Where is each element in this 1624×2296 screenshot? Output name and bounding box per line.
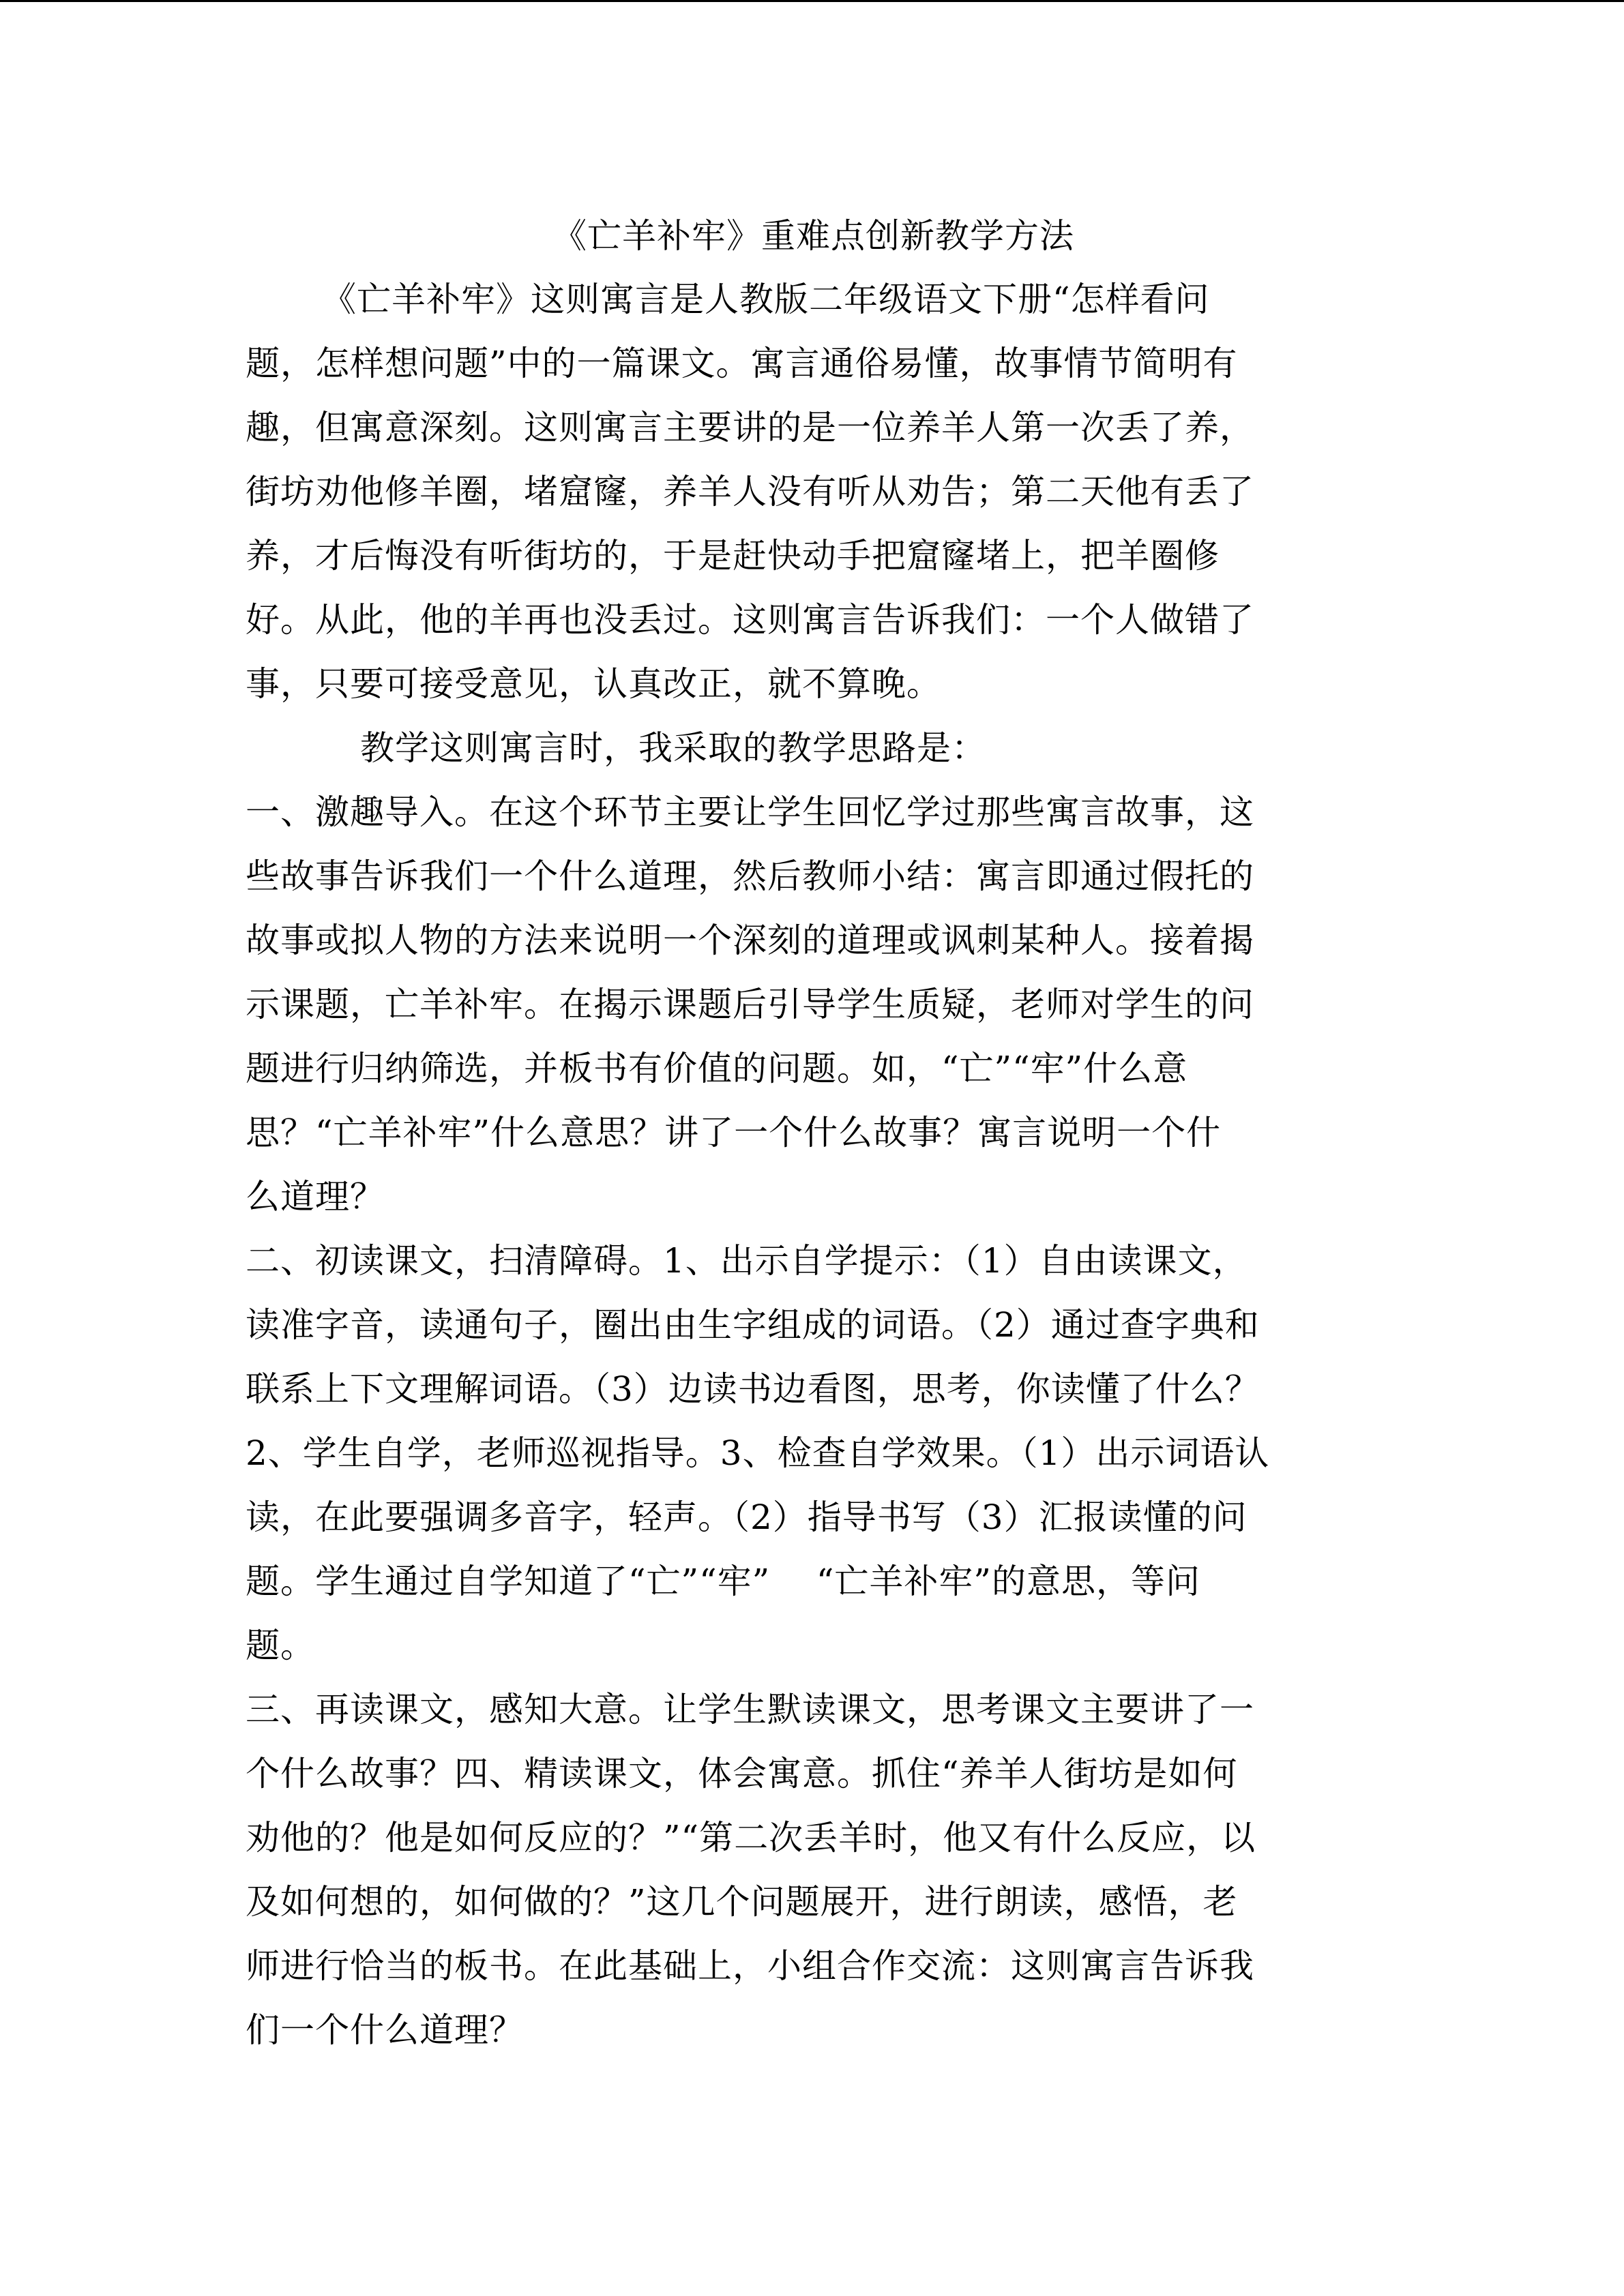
- text-line: 题，怎样想问题”中的一篇课文。寓言通俗易懂，故事情节简明有: [246, 344, 1238, 383]
- text-line: 读，在此要强调多音字，轻声。（2）指导书写（3）汇报读懂的问: [246, 1497, 1247, 1537]
- text-line: 《亡羊补牢》这则寓言是人教版二年级语文下册“怎样看问: [322, 280, 1210, 319]
- text-line: 及如何想的，如何做的？”这几个问题展开，进行朗读，感悟，老: [246, 1882, 1238, 1922]
- text-line: 2、学生自学，老师巡视指导。3、检查自学效果。（1）出示词语认: [246, 1433, 1270, 1473]
- text-line: 读准字音，读通句子，圈出由生字组成的词语。（2）通过查字典和: [246, 1305, 1260, 1345]
- text-line: 联系上下文理解词语。（3）边读书边看图，思考，你读懂了什么？: [246, 1369, 1260, 1409]
- text-line: 题。: [246, 1626, 315, 1665]
- text-line: 教学这则寓言时，我采取的教学思路是：: [360, 728, 986, 768]
- text-line: 三、再读课文，感知大意。让学生默读课文，思考课文主要讲了一: [246, 1690, 1254, 1729]
- text-line: 些故事告诉我们一个什么道理，然后教师小结：寓言即通过假托的: [246, 856, 1254, 896]
- text-line: 劝他的？他是如何反应的？”“第二次丢羊时，他又有什么反应，以: [246, 1818, 1256, 1858]
- document-title: 《亡羊补牢》重难点创新教学方法: [552, 216, 1074, 256]
- text-line: 个什么故事？四、精读课文，体会寓意。抓住“养羊人街坊是如何: [246, 1754, 1238, 1793]
- text-line: 养，才后悔没有听街坊的，于是赶快动手把窟窿堵上，把羊圈修: [246, 536, 1220, 576]
- text-line: 题。学生通过自学知道了“亡”“牢” “亡羊补牢”的意思，等问: [246, 1562, 1200, 1601]
- text-line: 趣，但寓意深刻。这则寓言主要讲的是一位养羊人第一次丢了养，: [246, 408, 1254, 447]
- document-body: [246, 267, 1381, 2062]
- text-line: 一、激趣导入。在这个环节主要让学生回忆学过那些寓言故事，这: [246, 792, 1254, 832]
- text-line: 故事或拟人物的方法来说明一个深刻的道理或讽刺某种人。接着揭: [246, 921, 1254, 960]
- text-line: 街坊劝他修羊圈，堵窟窿，养羊人没有听从劝告；第二天他有丢了: [246, 472, 1254, 511]
- page-top-border: [0, 0, 1624, 2]
- text-line: 么道理？: [246, 1177, 385, 1217]
- text-line: 好。从此，他的羊再也没丢过。这则寓言告诉我们：一个人做错了: [246, 600, 1254, 640]
- text-line: 示课题，亡羊补牢。在揭示课题后引导学生质疑，老师对学生的问: [246, 985, 1254, 1024]
- text-line: 题进行归纳筛选，并板书有价值的问题。如，“亡”“牢”什么意: [246, 1049, 1188, 1088]
- text-line: 们一个什么道理？: [246, 2010, 524, 2050]
- text-line: 思？“亡羊补牢”什么意思？讲了一个什么故事？寓言说明一个什: [246, 1113, 1222, 1152]
- text-line: 事，只要可接受意见，认真改正，就不算晚。: [246, 664, 941, 704]
- document-page: [246, 205, 1381, 2062]
- text-line: 师进行恰当的板书。在此基础上，小组合作交流：这则寓言告诉我: [246, 1946, 1254, 1986]
- text-line: 二、初读课文，扫清障碍。1、出示自学提示：（1）自由读课文，: [246, 1241, 1247, 1281]
